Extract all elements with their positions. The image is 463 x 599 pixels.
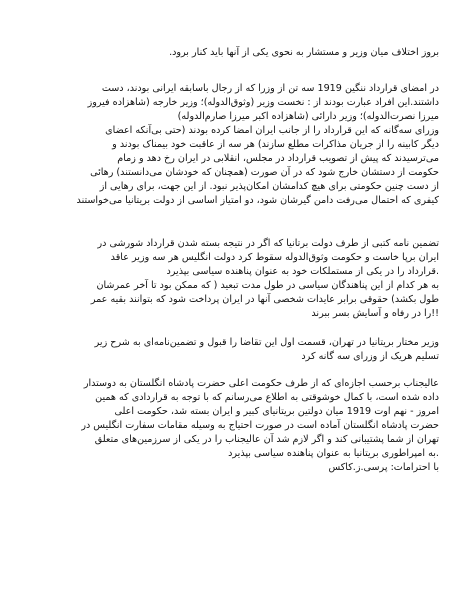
text-line: طول بکشد) حقوقی برابر عایدات شخصی آنها در ایران پرداخت شود که بتوانند بقیه عمر — [90, 294, 439, 305]
text-line: داشتند.این افراد عبارت بودند از : نخست وزیر (وثوق‌الدوله)؛ وزیر خارجه (شاهزاده فیروز — [87, 97, 439, 108]
text-line: میرزا نصرت‌الدوله)؛ وزیر دارائی (شاهزاده اکبر میرزا صارم‌الدوله) — [177, 111, 439, 122]
paragraph-minister-response — [22, 336, 439, 364]
text-line: حضرت پادشاه انگلستان آماده است در صورت احتیاج به وسیله مقامات سفارت انگلیس در — [81, 420, 439, 431]
paragraph-guarantee-letter — [22, 377, 439, 475]
text-line: تسلیم هریک از وزرای سه گانه کرد — [301, 351, 439, 362]
text-line: داده شده است، با کمال خوشوقتی به اطلاع می‌رسانم که با توجه به قراردادی که همین — [95, 392, 439, 403]
text-line: حکومت از دستشان خارج شود که در آن صورت (همچنان که خودشان می‌دانستند) رهائی — [90, 167, 439, 178]
text-line: بروز اختلاف میان وزیر و مستشار به نحوی یکی از آنها باید کنار برود. — [169, 47, 439, 58]
text-line: وزیر مختار بریتانیا در تهران، قسمت اول این تقاضا را قبول و تضمین‌نامه‌ای به شرح زیر — [94, 337, 439, 348]
text-line: از دست چنین حکومتی برای هیچ کدامشان امکان‌پذیر نبود. از این جهت، برای رهایی از — [99, 181, 439, 192]
text-line: .به امپراطوری بریتانیا به عنوان پناهنده سیاسی بپذیرد — [228, 448, 439, 459]
text-line: ایران برپا خاست و حکومت وثوق‌الدوله سقوط کرد دولت انگلیس هر سه وزیر عاقد — [110, 252, 439, 263]
text-line: عالیجناب برحسب اجازه‌ای که از طرف حکومت اعلی حضرت پادشاه انگلستان به دوستدار — [83, 378, 439, 389]
text-line: !!را در رفاه و آسایش بسر ببرند — [311, 308, 439, 319]
text-line: می‌ترسیدند که پیش از تصویب قرارداد در مجلس، انقلابی در ایران رخ دهد و زمام — [117, 153, 439, 164]
text-line: تهران از شما پشتیبانی کند و اگر لازم شد آن عالیجناب را در یکی از سرزمین‌های متعلق — [94, 434, 439, 445]
paragraph-treaty-signatories — [22, 82, 439, 208]
paragraph-dispute — [22, 46, 439, 60]
text-line: .قرارداد را در یکی از مستملکات خود به عنوان پناهنده سیاسی بپذیرد — [166, 266, 439, 277]
text-line: امروز - نهم اوت 1919 میان دولتین بریتانیای کبیر و ایران بسته شد، حکومت اعلی — [114, 406, 439, 417]
text-line: وزرای سه‌گانه که این قرارداد را از جانب ایران امضا کرده بودند (حتی بی‌آنکه اعضای — [105, 125, 439, 136]
signature-line: با احترامات: پرسی.ز.کاکس — [328, 462, 439, 473]
paragraph-guarantees — [22, 237, 439, 321]
text-line: به هر کدام از این پناهندگان سیاسی در طول مدت تبعید ( که ممکن بود تا آخر عمرشان — [96, 280, 439, 291]
text-line: کیفری که احتمال می‌رفت دامن گیرشان شود، دو امتیاز اساسی از دولت بریتانیا می‌خواستند — [76, 195, 439, 206]
text-line: تضمین نامه کتبی از طرف دولت برتانیا که اگر در نتیجه بسته شدن قرارداد شورشی در — [97, 238, 439, 249]
text-line: در امضای قرارداد ننگین 1919 سه تن از وزرا که از رجال باسابقه ایرانی بودند، دست — [101, 83, 439, 94]
text-line: دیگر کابینه را از جریان مذاکرات مطلع سازند) هر سه از عاقبت خود بیمناک بودند و — [112, 139, 439, 150]
